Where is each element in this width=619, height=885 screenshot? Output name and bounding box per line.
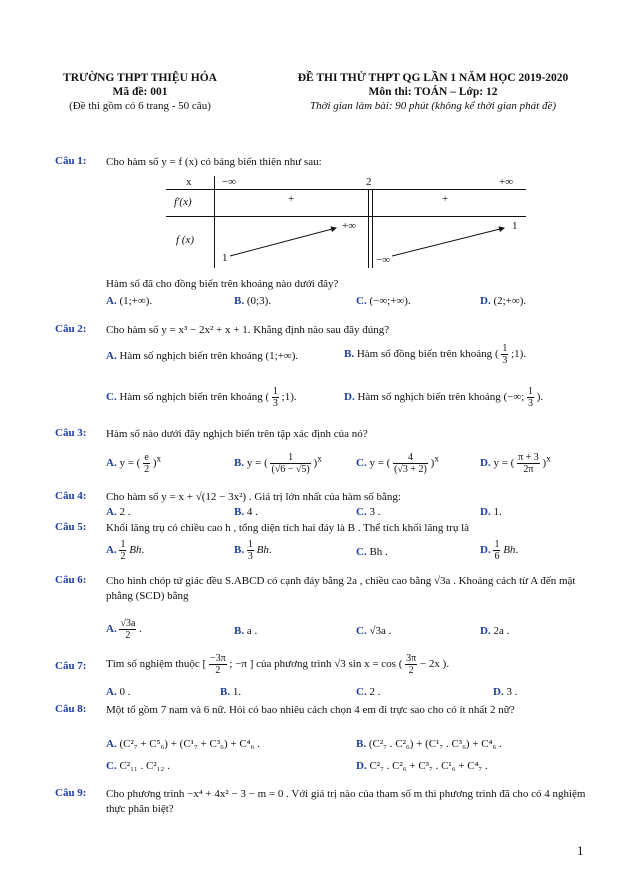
option-key: C. <box>356 686 367 698</box>
option-a[interactable]: A. $\frac{1}{2}$ Bh. <box>106 539 145 562</box>
option-b[interactable]: B. Hàm số đồng biến trên khoảng ( $\frac{1}{3}$ ;1). <box>344 343 527 366</box>
option-b[interactable]: B. y = ( $\frac{1}{(√6 - √5)}$ )$^x$ <box>234 452 322 475</box>
exam-code: Mã đề: 001 <box>112 86 168 98</box>
school-name: TRƯỜNG THPT THIỆU HÓA <box>63 72 217 84</box>
question-text: Khối lăng trụ có chiều cao h , tổng diện tích hai đáy là B . Thể tích khối lăng trụ là <box>106 522 470 534</box>
question-label: Câu 1: <box>55 155 87 167</box>
option-d[interactable]: D. Hàm số nghịch biến trên khoảng (−∞; $\frac{1}{3}$ ). <box>344 386 544 409</box>
fraction: $\frac{3\pi}{2}$ <box>406 653 417 676</box>
option-key: B. <box>356 738 367 750</box>
table-f-value: 1 <box>512 220 518 232</box>
question-label: Câu 7: <box>55 660 87 672</box>
option-d[interactable]: D. 1. <box>480 506 502 518</box>
option-d[interactable]: D. $\frac{1}{6}$ Bh. <box>480 539 519 562</box>
variation-table <box>166 176 526 268</box>
table-f-label: f (x) <box>176 234 195 246</box>
fraction: $\frac{1}{6}$ <box>494 539 500 562</box>
fraction: $\frac{4}{(√3 + 2)}$ <box>394 452 427 475</box>
fraction: $\frac{1}{3}$ <box>272 386 278 409</box>
option-c[interactable]: C. y = ( $\frac{4}{(√3 + 2)}$ )$^x$ <box>356 452 439 475</box>
table-fprime-label: f'(x) <box>174 196 192 208</box>
option-c[interactable]: C. 2 . <box>356 686 381 698</box>
fraction: $\frac{1}{2}$ <box>120 539 126 562</box>
question-text: Cho hàm số y = x + √(12 − 3x²) . Giá trị lớn nhất của hàm số bằng: <box>106 491 401 503</box>
page-count-note: (Đề thi gồm có 6 trang - 50 câu) <box>69 100 211 112</box>
question-text: Hàm số nào dưới đây nghịch biến trên tập xác định của nó? <box>106 428 368 440</box>
option-c-text: C. y = <box>356 457 384 470</box>
fraction: $\frac{1}{3}$ <box>502 343 508 366</box>
option-b[interactable]: B. (0;3). <box>234 295 271 307</box>
option-d[interactable]: D. y = ( $\frac{\pi + 3}{2\pi}$ )$^x$ <box>480 452 551 475</box>
page-number: 1 <box>577 843 584 858</box>
question-label: Câu 5: <box>55 521 87 533</box>
option-b[interactable]: B. (C²₇ . C²₆) + (C¹₇ . C³₆) + C⁴₆ . <box>356 738 502 750</box>
option-key: A. <box>106 738 117 750</box>
option-d[interactable]: D. (2;+∞). <box>480 295 527 307</box>
question-label: Câu 8: <box>55 703 87 715</box>
option-a[interactable]: A. $\frac{√3a}{2}$ . <box>106 618 142 641</box>
fraction: $\frac{1}{3}$ <box>247 539 253 562</box>
fraction: $\frac{1}{(√6 - √5)}$ <box>271 452 310 475</box>
option-c-text: C. Hàm số nghịch biến trên khoảng <box>106 391 263 404</box>
option-key: A. <box>106 544 117 557</box>
option-c[interactable]: C. Hàm số nghịch biến trên khoảng ( $\frac{1}{3}$ ;1). <box>106 386 297 409</box>
fraction: $\frac{√3a}{2}$ <box>120 618 136 641</box>
option-d[interactable]: D. 3 . <box>493 686 518 698</box>
option-key: B. <box>234 544 245 557</box>
option-key: D. <box>480 457 491 470</box>
option-a[interactable]: A. 0 . <box>106 686 131 698</box>
option-key: B. <box>234 457 245 470</box>
option-key: A. <box>106 506 117 518</box>
option-key: B. <box>344 348 355 361</box>
option-a[interactable]: A. 2 . <box>106 506 131 518</box>
option-d-text <box>480 544 491 556</box>
option-key: C. <box>106 391 117 404</box>
option-a[interactable]: A. Hàm số nghịch biến trên khoảng (1;+∞). <box>106 350 299 362</box>
option-a-text <box>106 623 117 635</box>
option-key: A. <box>106 623 117 636</box>
table-sign: + <box>442 193 449 205</box>
option-key: D. <box>493 686 504 698</box>
option-b[interactable]: B. 1. <box>220 686 242 698</box>
option-key: A. <box>106 295 117 307</box>
option-a[interactable]: A. (1;+∞). <box>106 295 153 307</box>
option-key: B. <box>234 295 245 307</box>
table-sign: + <box>288 193 295 205</box>
option-key: D. <box>344 391 355 404</box>
fraction: $\frac{e}{2}$ <box>144 452 150 475</box>
option-a[interactable]: A. (C²₇ + C⁵₆) + (C¹₇ + C³₆) + C⁴₆ . <box>106 738 260 750</box>
question-text: Cho hàm số y = f (x) có bảng biến thiên như sau: <box>106 156 322 168</box>
option-c[interactable]: C. C²₁₁ . C²₁₂ . <box>106 760 170 772</box>
option-c[interactable]: C. 3 . <box>356 506 381 518</box>
option-key: C. <box>106 760 117 772</box>
option-key: B. <box>234 625 245 637</box>
question-text: Cho hình chóp tứ giác đều S.ABCD có cạnh đáy bằng 2a , chiều cao bằng √3a . Khoảng cách từ A đến mặt phẳng (SCD) bằng <box>106 575 576 602</box>
option-b-text: B. Hàm số đồng biến trên khoảng <box>344 348 493 361</box>
option-b[interactable]: B. $\frac{1}{3}$ Bh. <box>234 539 272 562</box>
option-b[interactable]: B. a . <box>234 625 258 637</box>
option-key: C. <box>356 295 367 307</box>
option-c[interactable]: C. (−∞;+∞). <box>356 295 411 307</box>
option-key: B. <box>234 506 245 518</box>
question-text: Một tổ gồm 7 nam và 6 nữ. Hỏi có bao nhiêu cách chọn 4 em đi trực sao cho có ít nhất 2 nữ? <box>106 704 515 716</box>
question-text-part: của phương trình √3 sin x = cos <box>256 658 396 671</box>
option-key: D. <box>480 544 491 557</box>
option-key: C. <box>356 506 367 518</box>
option-b[interactable]: B. 4 . <box>234 506 258 518</box>
option-a[interactable]: A. y = ( $\frac{e}{2}$ )$^x$ <box>106 452 162 475</box>
option-d-text: D. y = <box>480 457 508 470</box>
fraction: $\frac{1}{3}$ <box>528 386 533 409</box>
option-c[interactable]: C. Bh . <box>356 546 388 558</box>
question-text: Tìm số nghiệm thuộc [ $\frac{-3\pi}{2}$ ; −π ] của phương trình √3 sin x = cos ( $\frac{3\pi}{2}$ − 2x ). <box>106 653 450 676</box>
option-a-text <box>106 544 117 556</box>
option-key: B. <box>220 686 231 698</box>
question-text: Cho phương trình −x⁴ + 4x² − 3 − m = 0 . Với giá trị nào của tham số m thì phương trình đã cho có 4 nghiệm thực phân biệt? <box>106 788 586 815</box>
option-key: C. <box>356 546 367 558</box>
exam-time: Thời gian làm bài: 90 phút (không kể thời gian phát đề) <box>309 100 557 112</box>
question-label: Câu 4: <box>55 490 87 502</box>
option-key: D. <box>480 506 491 518</box>
table-x-value: −∞ <box>222 176 237 188</box>
exam-title: ĐỀ THI THỬ THPT QG LẦN 1 NĂM HỌC 2019-2020 <box>297 72 569 84</box>
increase-arrows <box>166 176 526 268</box>
table-f-value: −∞ <box>376 254 391 266</box>
option-key: D. <box>356 760 367 772</box>
option-d[interactable]: D. 2a . <box>480 625 510 637</box>
option-b-text <box>234 544 244 556</box>
option-d[interactable]: D. C²₇ . C²₆ + C³₇ . C¹₆ + C⁴₇ . <box>356 760 488 772</box>
question-label: Câu 2: <box>55 323 87 335</box>
option-key: A. <box>106 686 117 698</box>
option-a-text: A. y = <box>106 457 134 470</box>
option-key: D. <box>480 295 491 307</box>
option-b-text: B. y = <box>234 457 262 470</box>
table-x-label: x <box>186 176 192 188</box>
question-text-part: Tìm số nghiệm thuộc <box>106 658 200 671</box>
option-d-text: D. Hàm số nghịch biến trên khoảng <box>344 391 501 404</box>
table-f-value: 1 <box>222 252 228 264</box>
option-c[interactable]: C. √3a . <box>356 625 392 637</box>
question-text: Cho hàm số y = x³ − 2x² + x + 1. Khẳng định nào sau đây đúng? <box>106 324 390 336</box>
table-x-value: 2 <box>366 176 372 188</box>
question-ask: Hàm số đã cho đồng biến trên khoảng nào dưới đây? <box>106 278 339 290</box>
option-key: A. <box>106 457 117 470</box>
question-label: Câu 9: <box>55 787 87 799</box>
fraction: $\frac{-3\pi}{2}$ <box>209 653 226 676</box>
option-key: C. <box>356 625 367 637</box>
option-key: C. <box>356 457 367 470</box>
fraction: $\frac{\pi + 3}{2\pi}$ <box>518 452 539 475</box>
table-x-value: +∞ <box>499 176 514 188</box>
table-f-value: +∞ <box>342 220 357 232</box>
question-label: Câu 6: <box>55 574 87 586</box>
question-label: Câu 3: <box>55 427 87 439</box>
exam-subject: Môn thi: TOÁN – Lớp: 12 <box>368 86 498 98</box>
option-key: A. <box>106 350 117 362</box>
option-key: D. <box>480 625 491 637</box>
